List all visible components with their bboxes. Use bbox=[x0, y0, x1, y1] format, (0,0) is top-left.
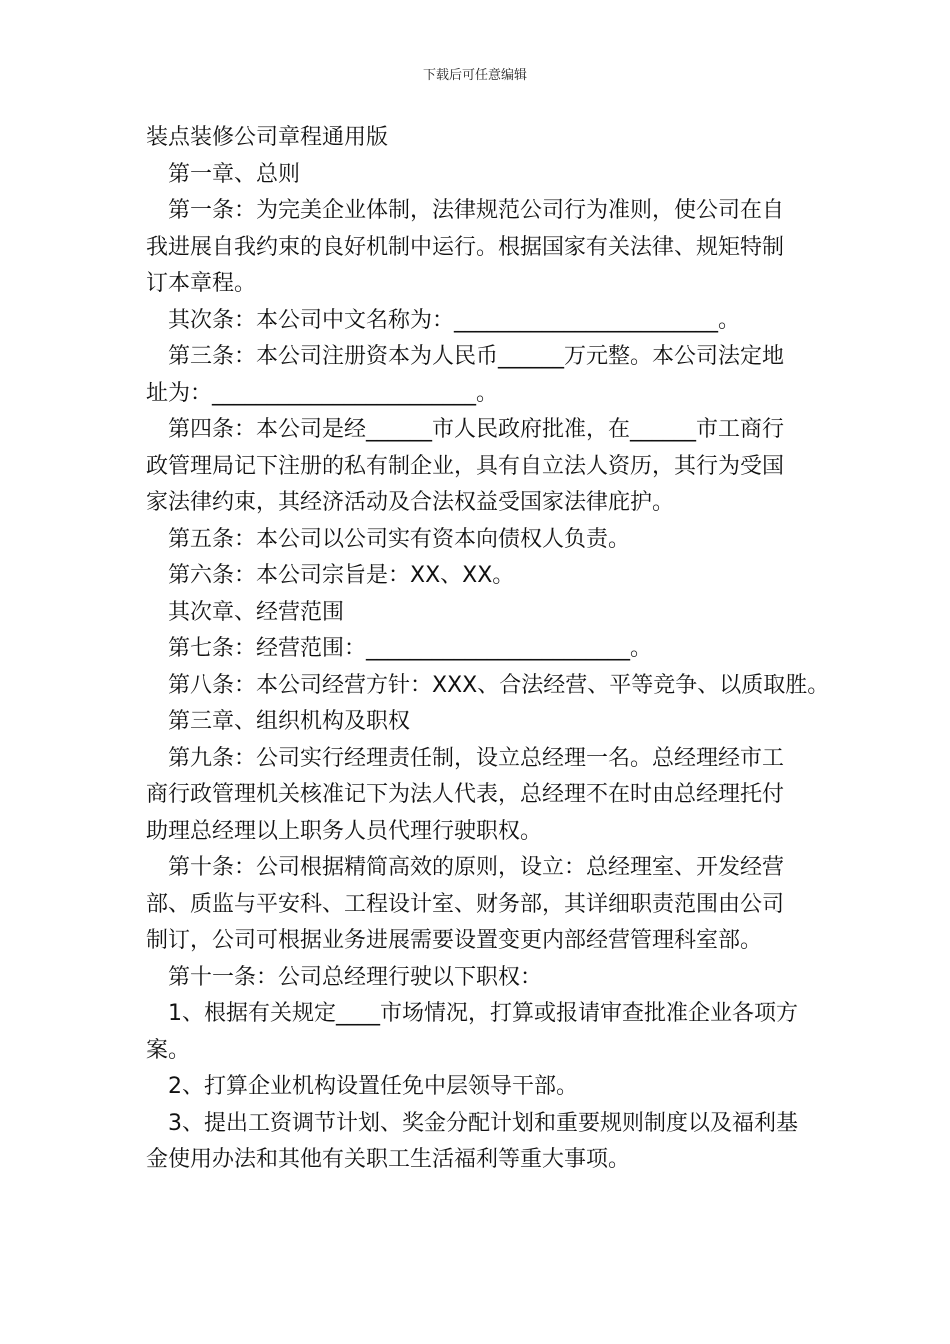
text-line: 制订，公司可根据业务进展需要设置变更内部经营管理科室部。 bbox=[146, 928, 763, 953]
text-line: 案。 bbox=[146, 1037, 191, 1063]
chapter-heading: 其次章、经营范围 bbox=[146, 599, 345, 625]
text-line: 第六条：本公司宗旨是：XX、XX。 bbox=[146, 563, 515, 588]
page-header: 下载后可任意编辑 bbox=[422, 68, 527, 83]
text-line: 1、根据有关规定____市场情况，打算或报请审查批准企业各项方 bbox=[146, 1001, 798, 1026]
text-line: 第三条：本公司注册资本为人民币______万元整。本公司法定地 bbox=[146, 344, 785, 369]
text-line: 第七条：经营范围：________________________。 bbox=[146, 636, 653, 661]
text-line: 商行政管理机关核准记下为法人代表，总经理不在时由总经理托付 bbox=[146, 782, 785, 807]
text-line: 政管理局记下注册的私有制企业，具有自立法人资历，其行为受国 bbox=[146, 453, 785, 479]
text-line: 2、打算企业机构设置任免中层领导干部。 bbox=[146, 1074, 578, 1099]
text-line: 助理总经理以上职务人员代理行驶职权。 bbox=[146, 818, 543, 844]
text-line: 第十条：公司根据精简高效的原则，设立：总经理室、开发经营 bbox=[146, 855, 785, 880]
document-title: 装点装修公司章程通用版 bbox=[146, 125, 389, 150]
text-line: 第十一条：公司总经理行驶以下职权： bbox=[146, 964, 543, 990]
text-line: 第四条：本公司是经______市人民政府批准，在______市工商行 bbox=[146, 417, 785, 442]
text-line: 第九条：公司实行经理责任制，设立总经理一名。总经理经市工 bbox=[146, 745, 785, 771]
text-line: 金使用办法和其他有关职工生活福利等重大事项。 bbox=[146, 1147, 631, 1172]
text-line: 第八条：本公司经营方针：XXX、合法经营、平等竞争、以质取胜。 bbox=[146, 672, 830, 698]
text-line: 其次条：本公司中文名称为：________________________。 bbox=[146, 307, 741, 333]
text-line: 我进展自我约束的良好机制中运行。根据国家有关法律、规矩特制 bbox=[146, 234, 785, 260]
text-line: 部、质监与平安科、工程设计室、财务部，其详细职责范围由公司 bbox=[146, 891, 785, 917]
text-line: 家法律约束，其经济活动及合法权益受国家法律庇护。 bbox=[146, 490, 675, 515]
text-line: 第一条：为完美企业体制，法律规范公司行为准则，使公司在自 bbox=[146, 198, 785, 223]
chapter-heading: 第三章、组织机构及职权 bbox=[146, 709, 411, 734]
text-line: 3、提出工资调节计划、奖金分配计划和重要规则制度以及福利基 bbox=[146, 1110, 798, 1136]
text-line: 第五条：本公司以公司实有资本向债权人负责。 bbox=[146, 526, 631, 552]
chapter-heading: 第一章、总则 bbox=[146, 161, 301, 187]
text-line: 址为：________________________。 bbox=[146, 380, 499, 406]
text-line: 订本章程。 bbox=[146, 271, 257, 296]
document-body bbox=[146, 120, 830, 1179]
